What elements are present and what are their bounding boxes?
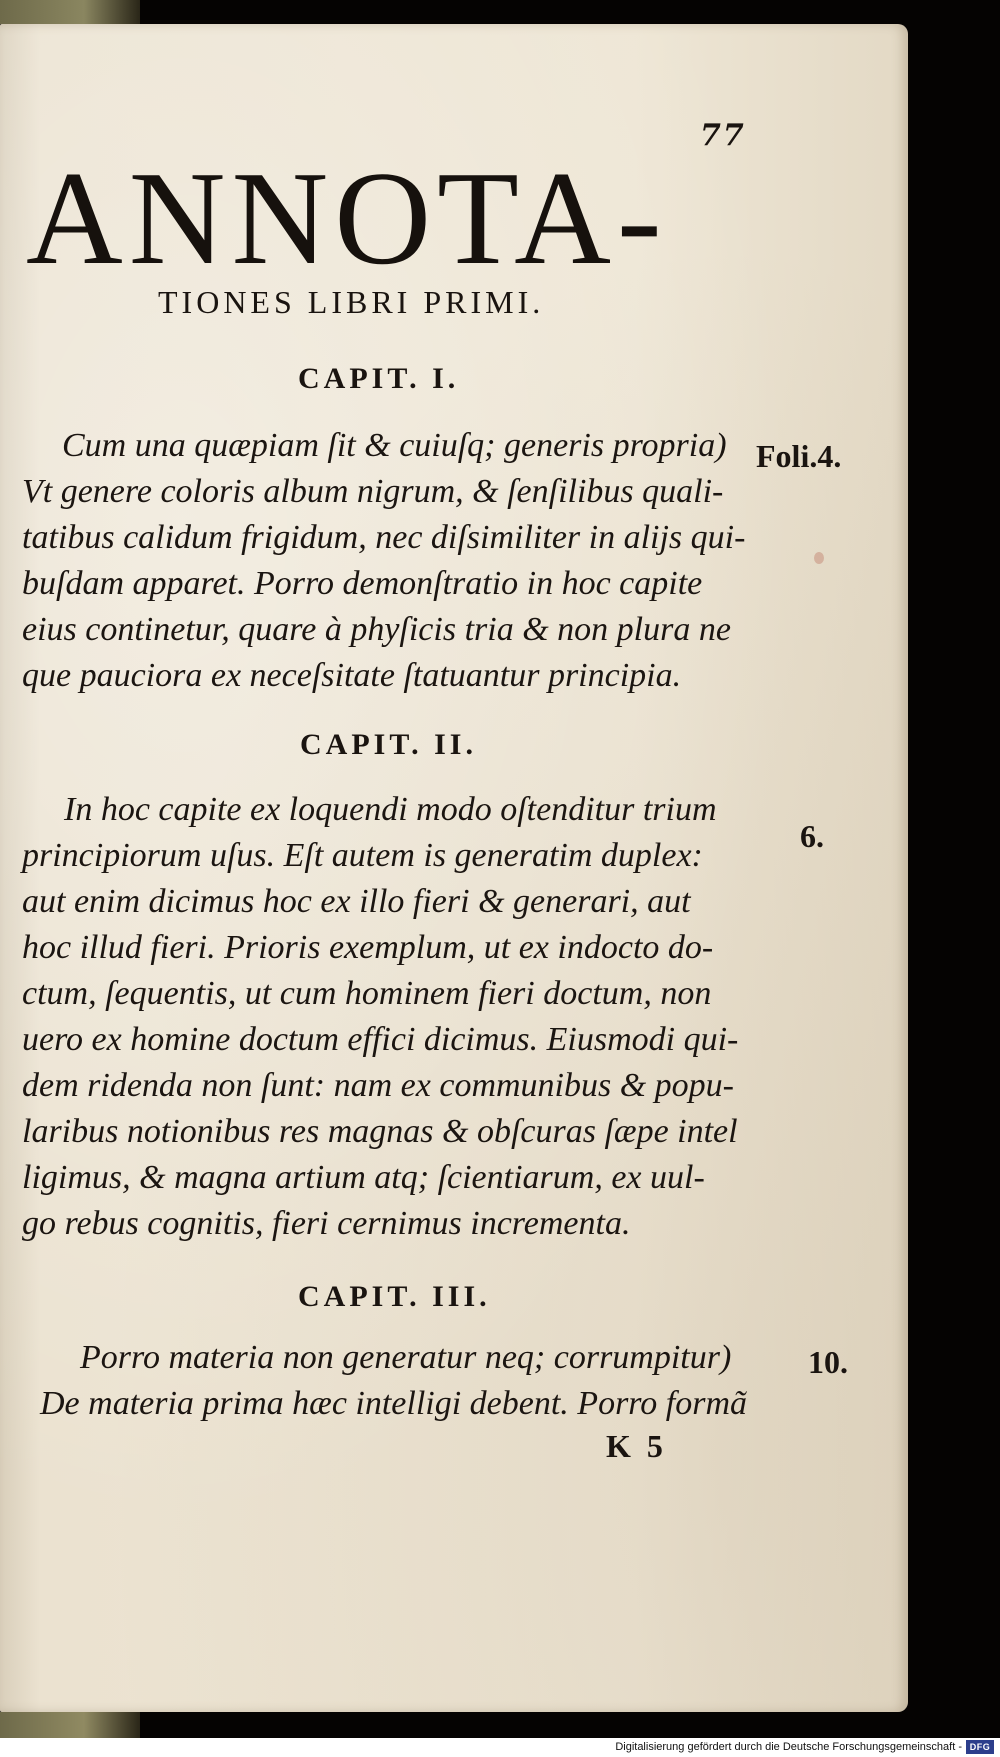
text-line: aut enim dicimus hoc ex illo fieri & generari, aut [22, 883, 691, 920]
text-line: dem ridenda non ſunt: nam ex communibus & popu- [22, 1067, 735, 1104]
text-line: Cum una quæpiam ſit & cuiuſq; generis propria) [62, 427, 727, 464]
text-line: De materia prima hæc intelligi debent. Porro formã [40, 1385, 748, 1422]
chapter-heading-2: CAPIT. II. [300, 728, 477, 761]
text-line: tatibus calidum frigidum, nec diſsimiliter in aliјs qui- [22, 519, 746, 556]
margin-note-3: 10. [808, 1344, 848, 1380]
text-line: uero ex homine doctum effici dicimus. Eiusmodi qui- [22, 1021, 739, 1058]
text-line: que pauciora ex neceſsitate ſtatuantur principia. [22, 657, 682, 694]
page-number: 77 [700, 118, 746, 153]
margin-note-1: Foli.4. [756, 438, 842, 474]
book-edge-top [0, 0, 140, 24]
footer-credit: Digitalisierung gefördert durch die Deutsche Forschungsgemeinschaft - [615, 1741, 962, 1753]
paper-stain [814, 552, 824, 564]
text-line: In hoc capite ex loquendi modo oſtenditur trium [64, 791, 717, 828]
text-line: Vt genere coloris album nigrum, & ſenſilibus quali- [22, 473, 724, 510]
chapter-heading-3: CAPIT. III. [298, 1280, 491, 1313]
page-title: ANNOTA- [26, 144, 668, 292]
chapter-heading-1: CAPIT. I. [298, 362, 460, 395]
text-line: ctum, ſequentis, ut cum hominem fieri doctum, non [22, 975, 712, 1012]
text-line: hoc illud fieri. Prioris exemplum, ut ex indocto do- [22, 929, 714, 966]
book-edge-bottom [0, 1712, 140, 1738]
text-line: eius continetur, quare à phyſicis tria & non plura ne [22, 611, 731, 648]
signature-mark: K 5 [606, 1428, 667, 1464]
text-line: principiorum uſus. Eſt autem is generatim duplex: [22, 837, 703, 874]
dfg-logo: DFG [966, 1740, 994, 1754]
page-subtitle: TIONES LIBRI PRIMI. [158, 284, 545, 320]
text-line: laribus notionibus res magnas & obſcuras ſæpe intel [22, 1113, 738, 1150]
text-line: go rebus cognitis, fieri cernimus incrementa. [22, 1205, 631, 1242]
text-line: Porro materia non generatur neq; corrumpitur) [80, 1339, 732, 1376]
margin-note-2: 6. [800, 818, 824, 854]
text-line: ligimus, & magna artium atq; ſcientiarum, ex uul- [22, 1159, 705, 1196]
text-line: buſdam apparet. Porro demonſtratio in hoc capite [22, 565, 703, 602]
